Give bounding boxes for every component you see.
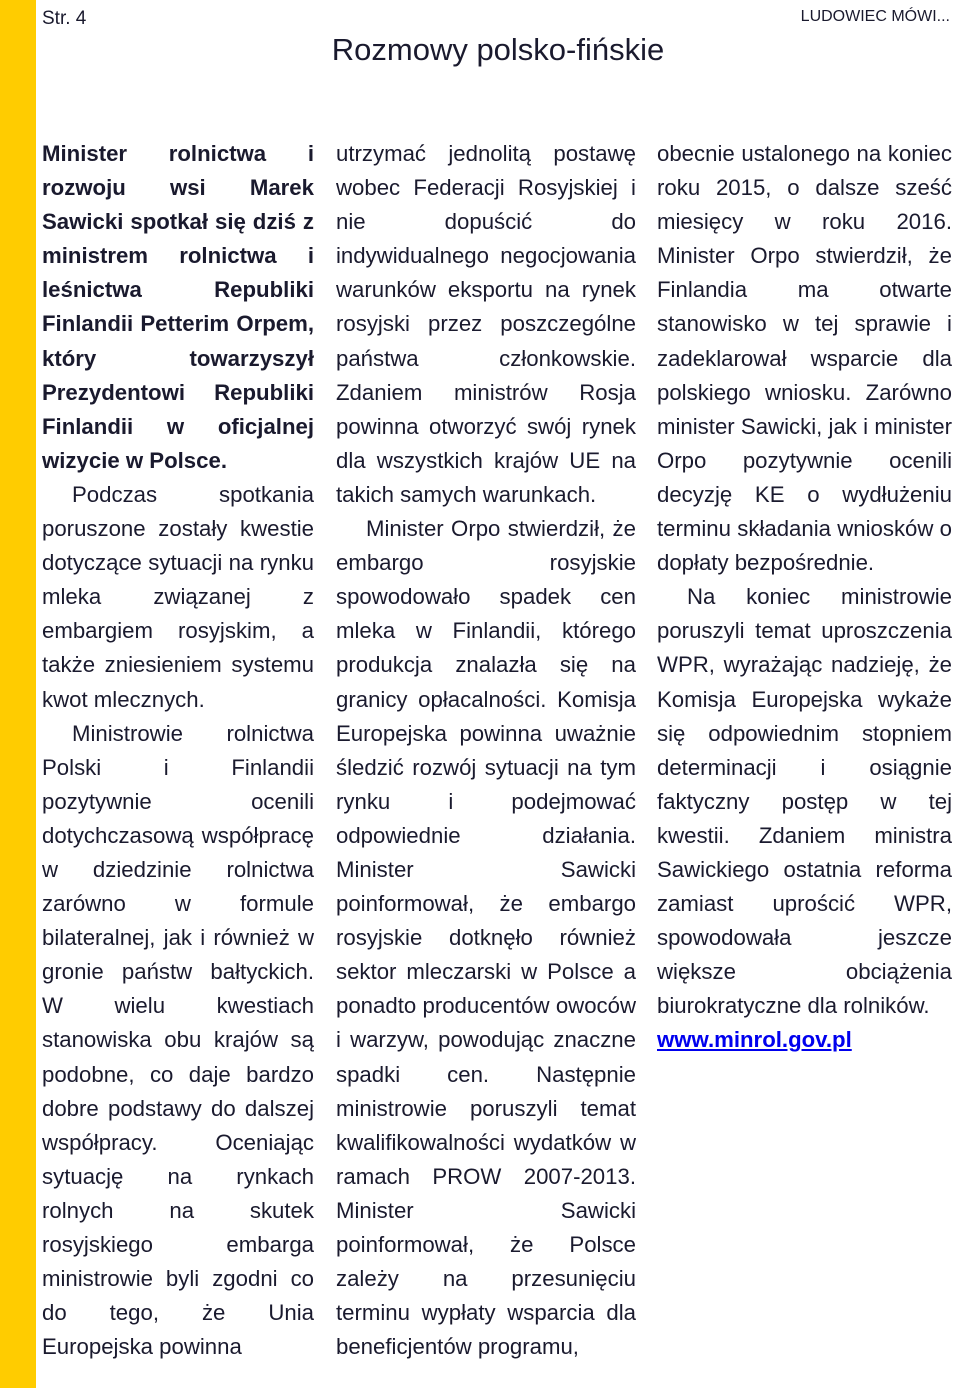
article-title: Rozmowy polsko-fińskie	[331, 32, 665, 67]
paragraph-meeting-topics: Podczas spotkania poruszone zostały kwestie dotyczące sytuacji na rynku mleka związanej z embargiem rosyjskim, a także zniesieniem systemu kwot mlecznych.	[42, 481, 314, 712]
page-number: Str. 4	[42, 8, 87, 29]
article-column-3	[657, 137, 952, 1377]
paragraph-embargo: Minister Orpo stwierdził, że embargo rosyjskie spowodowało spadek cen mleka w Finlandii, którego produkcja znalazła się na granicy opłacalności. Komisja Europejska powinna uważnie śledzić rozwój sytuacji na tym rynku i podejmować odpowiednie działania. Minister Sawicki poinformował, że embargo rosyjskie dotknęło również sektor mleczarski w Polsce a ponadto producentów owoców i warzyw, powodując znaczne spadki cen. Następnie ministrowie poruszyli temat kwalifikowalności wydatków w ramach PROW 2007-2013. Minister Sawicki poinformował, że Polsce zależy na przesunięciu terminu wypłaty wsparcia dla beneficjentów programu,	[336, 516, 636, 1360]
paragraph-cap-simplification: Na koniec ministrowie poruszyli temat uproszczenia WPR, wyrażając nadzieję, że Komisja Europejska wykaże się odpowiednim stopniem determinacji i osiągnie faktyczny postęp w tej kwestii. Zdaniem ministra Sawickiego ostatnia reforma zamiast uprościć WPR, spowodowała jeszcze większe obciążenia biurokratyczne dla rolników.	[657, 584, 952, 1019]
article-lead: Minister rolnictwa i rozwoju wsi Marek Sawicki spotkał się dziś z ministrem rolnictwa i leśnictwa Republiki Finlandii Petterim Orpem, który towarzyszył Prezydentowi Republiki Finlandii w oficjalnej wizycie w Polsce.	[42, 141, 314, 473]
article-column-2	[336, 137, 636, 1377]
ministry-website-link[interactable]: www.minrol.gov.pl	[657, 1027, 852, 1053]
paragraph-cooperation-continued: utrzymać jednolitą postawę wobec Federacji Rosyjskiej i nie dopuścić do indywidualnego negocjowania warunków eksportu na rynek rosyjski przez poszczególne państwa członkowskie. Zdaniem ministrów Rosja powinna otworzyć swój rynek dla wszystkich krajów UE na takich samych warunkach.	[336, 141, 636, 507]
paragraph-embargo-continued: obecnie ustalonego na koniec roku 2015, o dalsze sześć miesięcy w roku 2016. Minister Orpo stwierdził, że Finlandia ma otwarte stanowisko w tej sprawie i zadeklarował wsparcie dla polskiego wniosku. Zarówno minister Sawicki, jak i minister Orpo pozytywnie ocenili decyzję KE o wydłużeniu terminu składania wniosków o dopłaty bezpośrednie.	[657, 141, 952, 576]
section-name: LUDOWIEC MÓWI...	[800, 8, 950, 25]
paragraph-cooperation: Ministrowie rolnictwa Polski i Finlandii pozytywnie ocenili dotychczasową współpracę w dziedzinie rolnictwa zarówno w formule bilateralnej, jak i również w gronie państw bałtyckich. W wielu kwestiach stanowiska obu krajów są podobne, co daje bardzo dobre podstawy do dalszej współpracy. Oceniając sytuację na rynkach rolnych na skutek rosyjskiego embarga ministrowie byli zgodni co do tego, że Unia Europejska powinna	[42, 720, 314, 1360]
article-column-1	[42, 137, 314, 1377]
yellow-sidebar	[0, 0, 36, 1388]
